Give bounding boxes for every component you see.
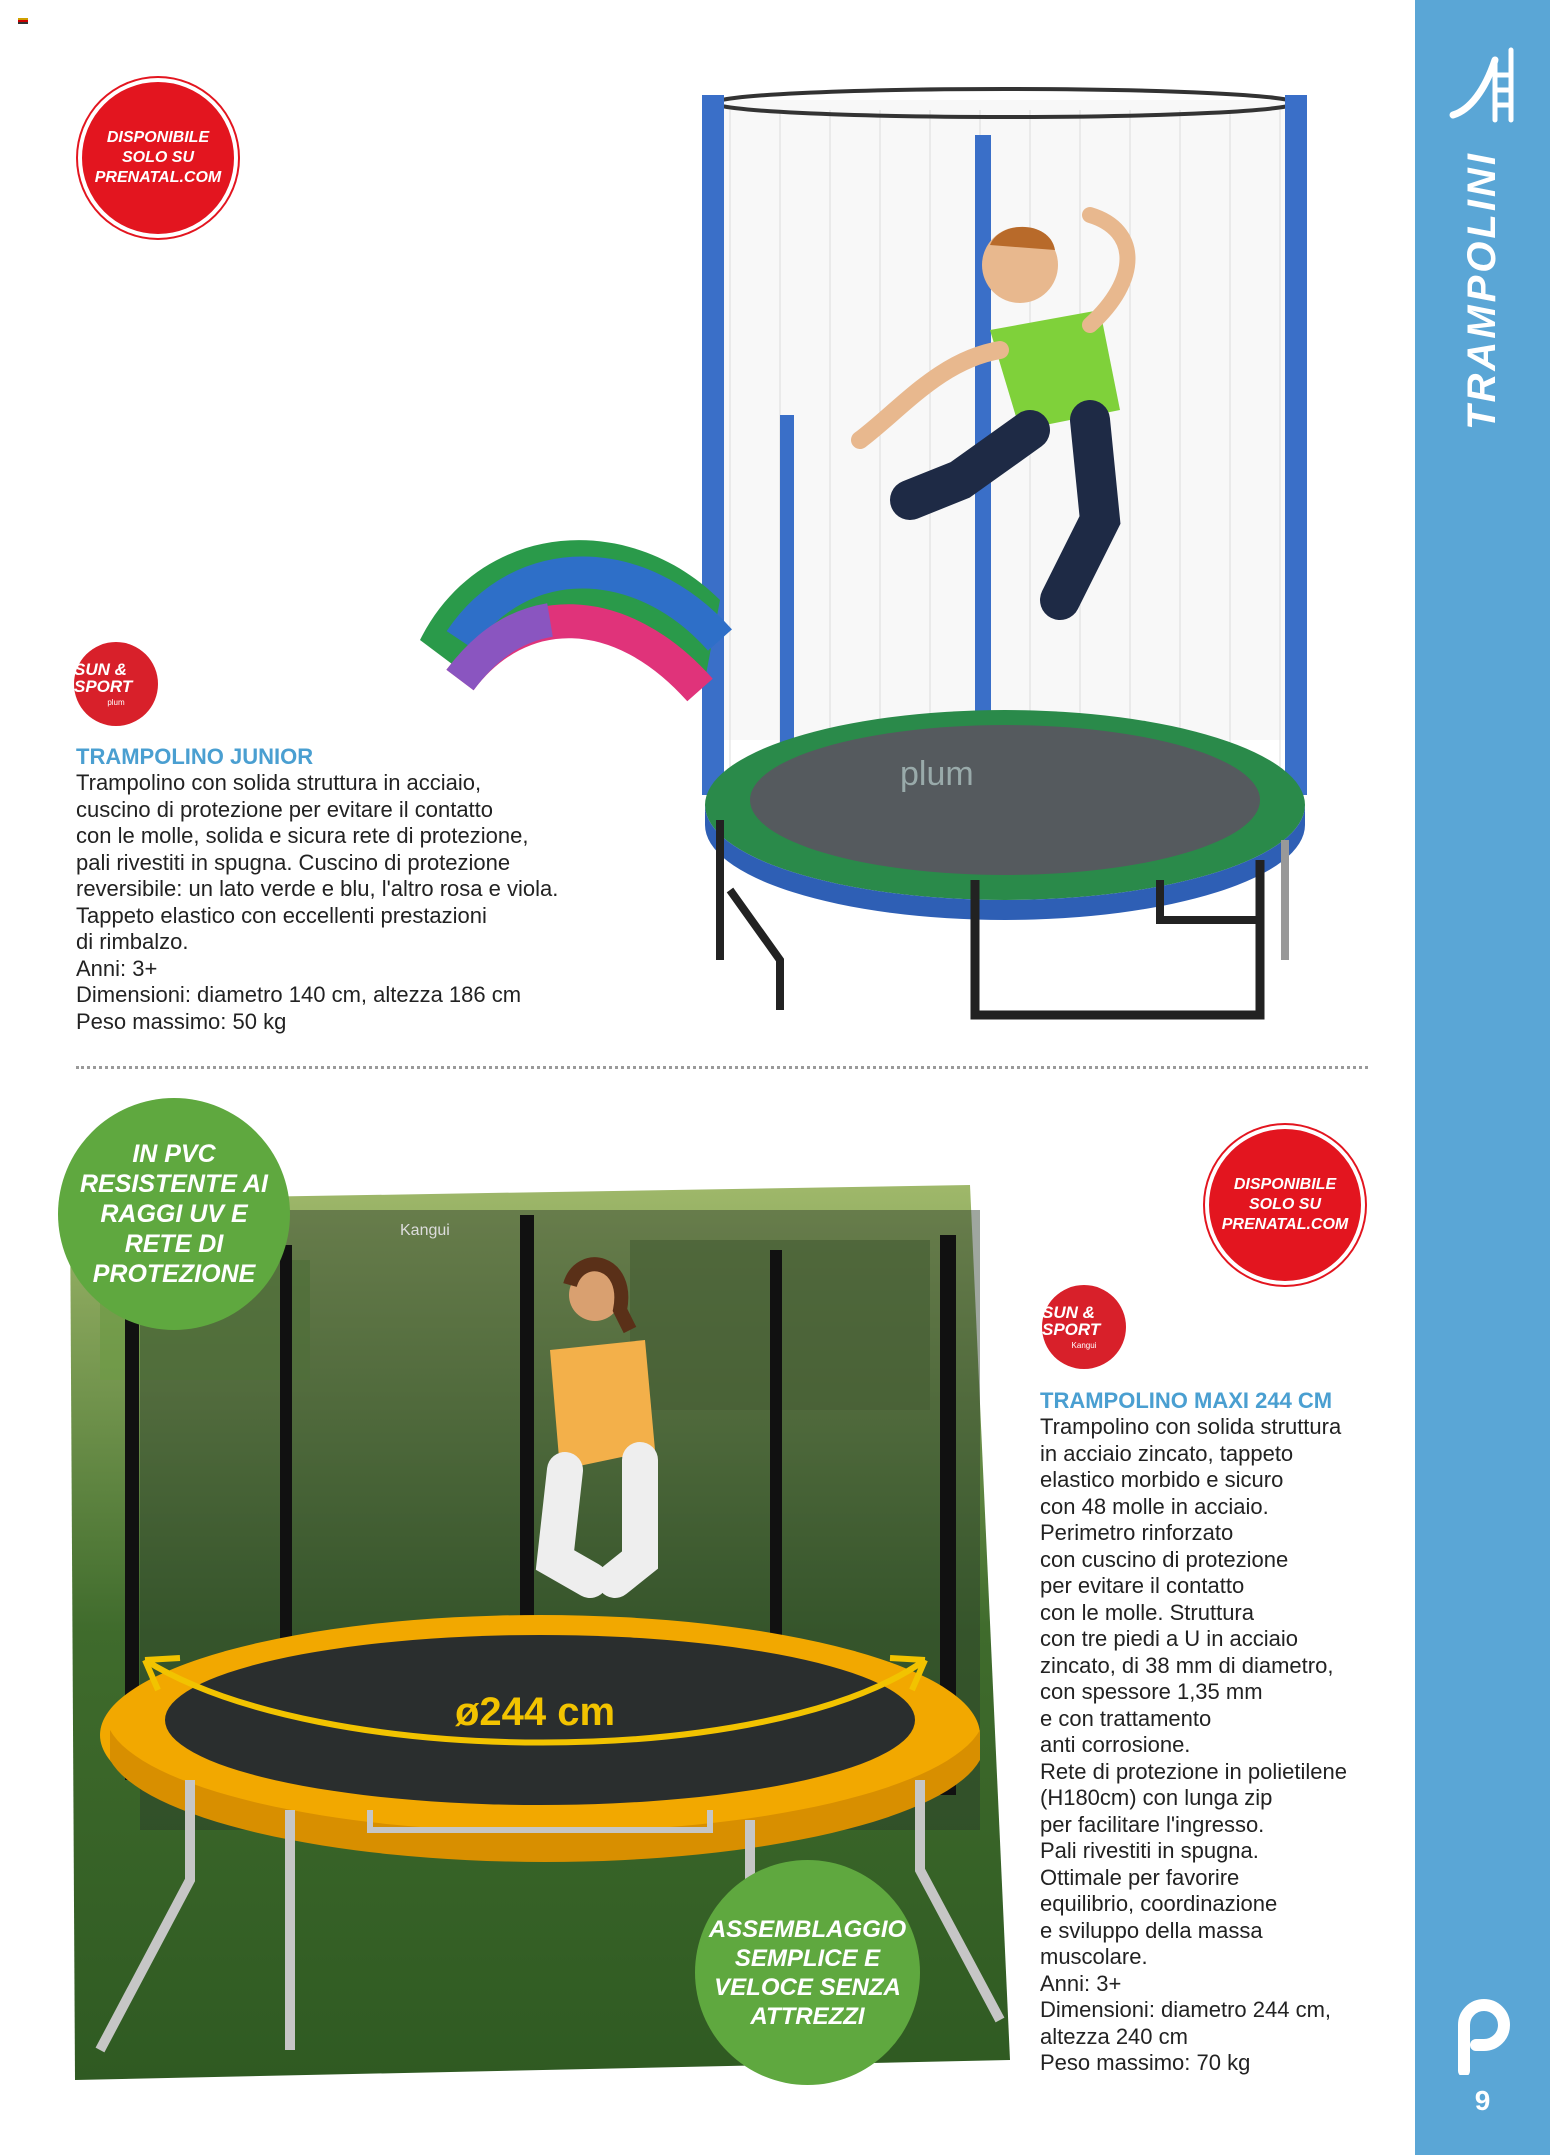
- section-divider: [76, 1066, 1368, 1069]
- sun-sport-logo-2: SUN & SPORT Kangui: [1042, 1285, 1126, 1369]
- assembly-feature-badge: ASSEMBLAGGIO SEMPLICE E VELOCE SENZA ATTREZZI: [695, 1860, 920, 2085]
- maxi-description: Trampolino con solida struttura in acciaio zincato, tappeto elastico morbido e sicuro con 48 molle in acciaio. Perimetro rinforzato con cuscino di protezione per evitare il contatto con le molle. Struttura con tre piedi a U in acciaio zincato, di 38 mm di diametro, con spessore 1,35 mm e con trattamento anti corrosione. Rete di protezione in polietilene (H180cm) con lunga zip per facilitare l'ingresso. Pali rivestiti in spugna. Ottimale per favorire equilibrio, coordinazione e sviluppo della massa muscolare. Anni: 3+ Dimensioni: diametro 244 cm, altezza 240 cm Peso massimo: 70 kg: [1040, 1414, 1410, 2077]
- net-brand-label: Kangui: [400, 1222, 450, 1239]
- maxi-age: Anni: 3+: [1040, 1970, 1122, 1996]
- section-title: TRAMPOLINI: [1460, 150, 1504, 430]
- junior-description: Trampolino con solida struttura in acciaio, cuscino di protezione per evitare il contatto con le molle, solida e sicura rete di protezione, pali rivestiti in spugna. Cuscino di protezione reversibile: un lato verde e blu, l'altro rosa e viola. Tappeto elastico con eccellenti prestazioni di rimbalzo. Anni: 3+ Dimensioni: diametro 140 cm, altezza 186 cm Peso massimo: 50 kg: [76, 770, 636, 1035]
- maxi-max-weight: Peso massimo: 70 kg: [1040, 2050, 1251, 2075]
- maxi-product-title: TRAMPOLINO MAXI 244 CM: [1040, 1388, 1333, 1413]
- sun-sport-logo: SUN & SPORT plum: [74, 642, 158, 726]
- maxi-dimensions-2: altezza 240 cm: [1040, 2023, 1188, 2049]
- maxi-dimensions: Dimensioni: diametro 244 cm,: [1040, 1997, 1332, 2022]
- junior-product-info: [76, 744, 636, 1035]
- online-only-badge-2: DISPONIBILE SOLO SU PRENATAL.COM: [1205, 1125, 1365, 1285]
- junior-product-title: TRAMPOLINO JUNIOR: [76, 744, 314, 769]
- pvc-feature-badge: IN PVC RESISTENTE AI RAGGI UV E RETE DI PROTEZIONE: [58, 1098, 290, 1330]
- junior-dimensions: Dimensioni: diametro 140 cm, altezza 186 cm: [76, 982, 522, 1007]
- diameter-label: ø244 cm: [455, 1690, 616, 1734]
- page-number: 9: [1474, 2085, 1491, 2116]
- mat-brand-label: plum: [900, 755, 974, 793]
- slide-icon: [1445, 40, 1520, 125]
- junior-max-weight: Peso massimo: 50 kg: [76, 1008, 287, 1034]
- prenatal-p-logo-icon: [1450, 1995, 1520, 2075]
- online-only-badge: DISPONIBILE SOLO SU PRENATAL.COM: [78, 78, 238, 238]
- junior-age: Anni: 3+: [76, 955, 158, 981]
- maxi-product-info: [1040, 1388, 1410, 2077]
- flag-icon: [18, 18, 28, 24]
